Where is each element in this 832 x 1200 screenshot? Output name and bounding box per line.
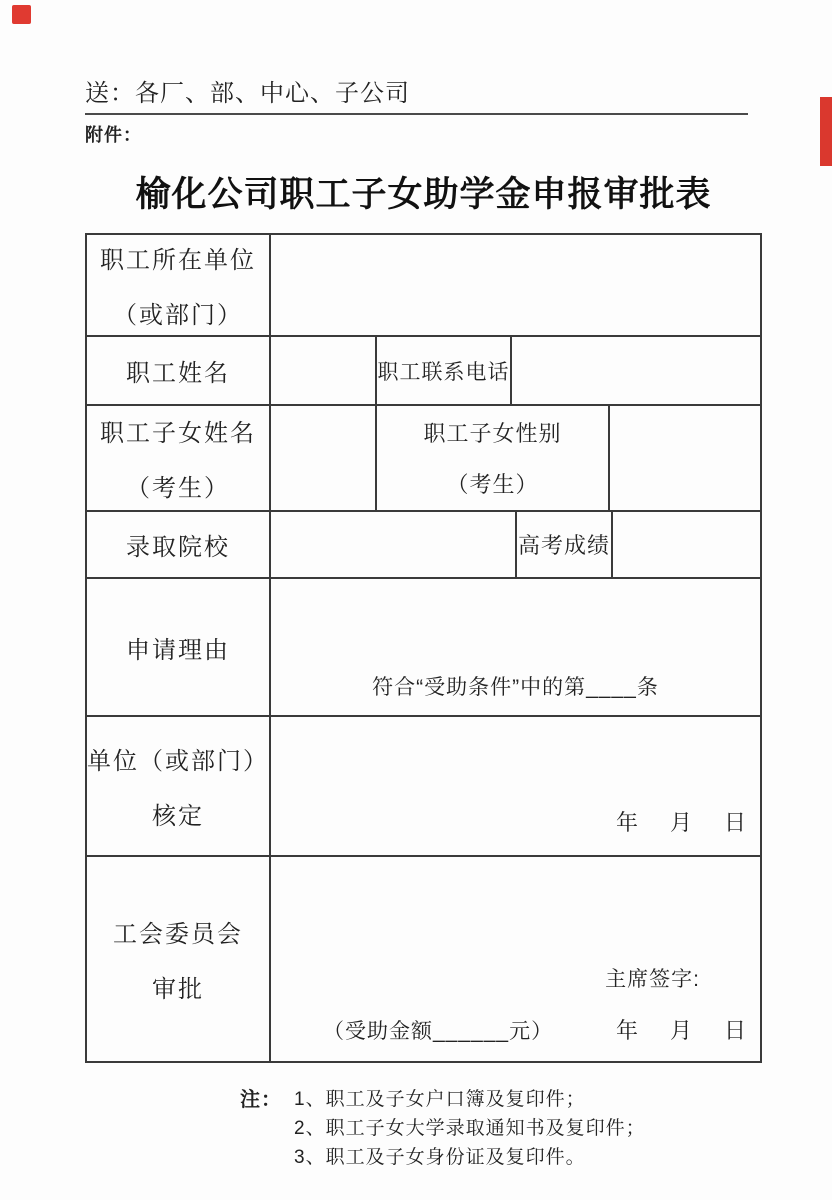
child-name-label-line2: （考生） <box>126 475 230 502</box>
school-value-cell <box>271 512 517 577</box>
phone-label: 职工联系电话 <box>377 360 510 384</box>
date-year: 年 <box>615 1018 638 1043</box>
phone-label-cell <box>377 337 512 404</box>
notes-label: 注： <box>240 1089 282 1111</box>
verify-label-line2: 核定 <box>152 803 204 830</box>
date-month: 月 <box>669 1018 692 1043</box>
employee-name-label-cell <box>87 337 271 404</box>
table-row-employee <box>87 337 760 406</box>
table-row-verify <box>87 717 760 857</box>
approval-content-cell <box>271 857 760 1061</box>
child-gender-label-line2: （考生） <box>446 472 539 497</box>
child-gender-value-cell <box>610 406 760 510</box>
red-mark-square <box>12 5 31 24</box>
approval-date-stamp <box>616 1014 746 1045</box>
reason-condition-text: 符合“受助条件”中的第____条 <box>372 676 659 699</box>
school-label: 录取院校 <box>126 534 230 561</box>
date-day: 日 <box>723 1018 746 1043</box>
score-label-cell <box>517 512 613 577</box>
president-signature-label: 主席签字: <box>605 968 700 991</box>
note-item: 2、职工子女大学录取通知书及复印件； <box>294 1118 646 1139</box>
unit-label-line1: 职工所在单位 <box>100 247 256 274</box>
verify-label-cell <box>87 717 271 855</box>
red-mark-bar <box>820 97 832 166</box>
notes-section <box>240 1085 646 1172</box>
table-row-child <box>87 406 760 512</box>
unit-label-cell <box>87 235 271 335</box>
date-month: 月 <box>669 810 692 835</box>
approval-label-line1: 工会委员会 <box>113 921 243 948</box>
unit-value-cell <box>271 235 760 335</box>
date-day: 日 <box>723 810 746 835</box>
reason-label-cell <box>87 579 271 715</box>
child-name-value-cell <box>271 406 377 510</box>
approval-label-cell <box>87 857 271 1061</box>
note-item: 1、职工及子女户口簿及复印件； <box>294 1089 586 1110</box>
verify-date-stamp <box>616 806 746 837</box>
reason-label: 申请理由 <box>126 636 230 664</box>
school-label-cell <box>87 512 271 577</box>
approval-table <box>85 233 762 1063</box>
grant-amount-line: （受助金额______元） <box>323 1020 554 1043</box>
unit-label-line2: （或部门） <box>113 302 243 329</box>
approval-label-line2: 审批 <box>152 976 204 1003</box>
verify-label-line1: 单位（或部门） <box>87 748 269 775</box>
child-name-label-cell <box>87 406 271 510</box>
child-gender-label-line1: 职工子女性别 <box>423 421 562 446</box>
employee-name-value-cell <box>271 337 377 404</box>
score-label: 高考成绩 <box>517 533 610 558</box>
employee-name-label: 职工姓名 <box>126 360 230 387</box>
verify-content-cell <box>271 717 760 855</box>
date-year: 年 <box>615 810 638 835</box>
table-row-unit <box>87 235 760 337</box>
table-row-admission <box>87 512 760 579</box>
child-name-label-line1: 职工子女姓名 <box>100 420 256 447</box>
phone-value-cell <box>512 337 760 404</box>
child-gender-label-cell <box>377 406 610 510</box>
table-row-approval <box>87 857 760 1061</box>
note-item: 3、职工及子女身份证及复印件。 <box>294 1147 586 1168</box>
notes-list <box>294 1085 646 1172</box>
reason-content-cell <box>271 579 760 715</box>
attachment-label: 附件： <box>85 125 142 145</box>
form-title: 榆化公司职工子女助学金申报审批表 <box>135 175 712 214</box>
table-row-reason <box>87 579 760 717</box>
send-to-line: 送：各厂、部、中心、子公司 <box>85 73 748 115</box>
score-value-cell <box>613 512 760 577</box>
